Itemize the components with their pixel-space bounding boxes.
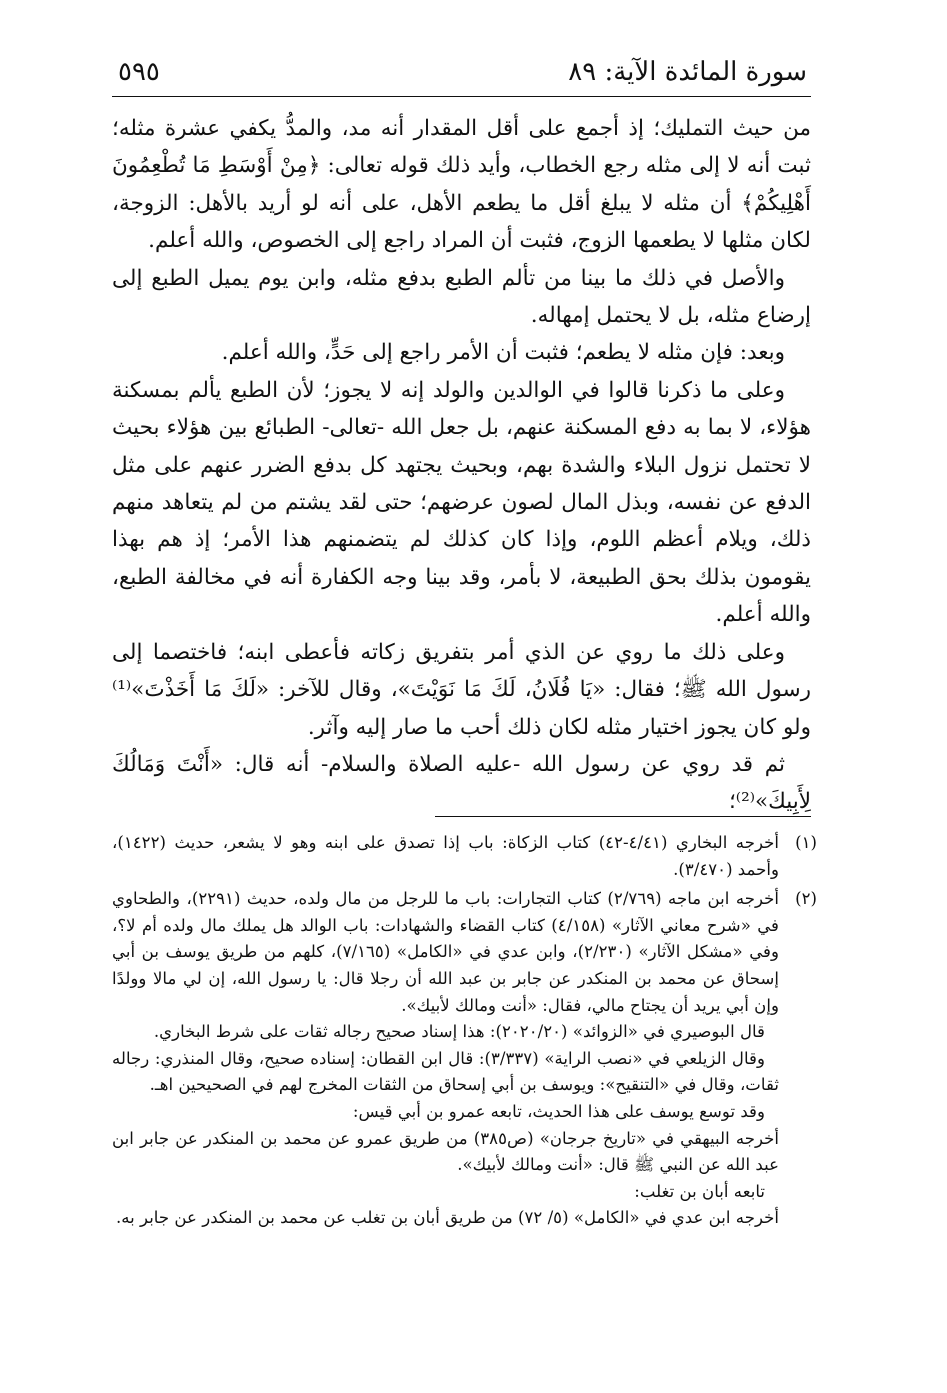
footnote-number: (١) (795, 833, 817, 852)
footnote-line: أخرجه ابن عدي في «الكامل» (٥/ ٧٢) من طريق أبان بن تغلب عن محمد بن المنكدر عن جابر به. (115, 1208, 779, 1228)
page-number: ٥٩٥ (118, 57, 160, 87)
body-paragraph: وعلى ما ذكرنا قالوا في الوالدين والولد إنه لا يجوز؛ لأن الطبع يألم بمسكنة هؤلاء، لا بما به دفع المسكنة عنهم، بل جعل الله -تعالى- الطبائع بين هؤلاء بحيث لا تحتمل نزول البلاء والشدة بهم، وبحيث يجتهد كل بدفع الضرر عنهم على مثل الدفع عن نفسه، وبذل المال لصون عرضهم؛ حتى لقد يشتم من لم يتعاهد منهم ذلك، ويلام أعظم اللوم، وإذا كان كذلك لم يتضمنهم هذا الأمر؛ إذ هم بهذا يقومون بذلك بحق الطبيعة، لا بأمر، وقد بينا وجه الكفارة أنه في مخالفة الطبع، والله أعلم. (112, 377, 811, 628)
footnote-line: قال البوصيري في «الزوائد» (٢٠٢٠/٢٠): هذا إسناد صحيح رجاله ثقات على شرط البخاري. (153, 1022, 765, 1042)
body-paragraph: وبعد: فإن مثله لا يطعم؛ فثبت أن الأمر راجع إلى حَدٍّ، والله أعلم. (221, 340, 785, 366)
footnote-line: تابعه أبان بن تغلب: (634, 1181, 765, 1201)
footnote-line: أخرجه البخاري (٤/٤١-٤٢) كتاب الزكاة: باب إذا تصدق على ابنه وهو لا يشعر، حديث (١٤٢٢)، وأحمد (٣/٤٧٠). (112, 833, 779, 879)
footnote-body (112, 886, 779, 1232)
main-text (112, 110, 811, 821)
footnote-line: أخرجه البيهقي في «تاريخ جرجان» (ص٣٨٥) من طريق عمرو عن محمد بن المنكدر عن جابر ابن عبد الله عن النبي ﷺ قال: «أنت ومالك لأبيك». (112, 1128, 780, 1175)
body-paragraph: ثم قد روي عن رسول الله -عليه الصلاة والسلام- أنه قال: «أَنْتَ وَمَالُكَ لِأَبِيكَ»⁽²⁾؛ (112, 751, 811, 815)
header-divider (112, 96, 811, 97)
body-paragraph: والأصل في ذلك ما بينا من تألم الطبع بدفع مثله، وابن يوم يميل الطبع إلى إرضاع مثله، بل لا يحتمل إمهاله. (112, 265, 811, 329)
body-paragraph: وعلى ذلك ما روي عن الذي أمر بتفريق زكاته فأعطى ابنه؛ فاختصما إلى رسول الله ﷺ؛ فقال: «يَا فُلَانُ، لَكَ مَا نَوَيْتَ»، وقال للآخر: «لَكَ مَا أَخَذْتَ»⁽¹⁾ ولو كان يجوز اختيار مثله لكان ذلك أحب ما صار إليه وآثر. (112, 639, 811, 740)
surah-title: سورة المائدة الآية: ٨٩ (568, 57, 807, 87)
footnote-2 (112, 886, 817, 1232)
footnote-body (112, 830, 779, 883)
footnote-line: أخرجه ابن ماجه (٢/٧٦٩) كتاب التجارات: باب ما للرجل من مال ولده، حديث (٢٢٩١)، والطحاوي في «شرح معاني الآثار» (٤/١٥٨) كتاب القضاء والشهادات: باب الوالد هل يملك مال ولده أم لا؟، وفي «مشكل الآثار» (٢/٢٣٠)، وابن عدي في «الكامل» (٧/١٦٥)، كلهم من طريق يوسف بن أبي إسحاق عن محمد بن المنكدر عن جابر بن عبد الله أن رجلا قال: يا رسول الله، إن لي مالا وولدًا وإن أبي يريد أن يجتاح مالي، فقال: «أنت ومالك لأبيك». (112, 889, 780, 1015)
running-header (118, 52, 807, 92)
footnote-divider (435, 816, 811, 817)
footnotes (112, 830, 817, 1232)
footnote-1 (112, 830, 817, 883)
footnote-line: وقال الزيلعي في «نصب الراية» (٣/٣٣٧): قال ابن القطان: إسناده صحيح، وقال المنذري: رجاله ثقات، وقال في «التنقيح»: ويوسف بن أبي إسحاق من الثقات المخرج لهم في الصحيحين اهـ. (112, 1048, 779, 1095)
footnote-line: وقد توسع يوسف على هذا الحديث، تابعه عمرو بن أبي قيس: (352, 1101, 765, 1121)
footnote-number: (٢) (795, 889, 817, 909)
body-paragraph: من حيث التمليك؛ إذ أجمع على أقل المقدار أنه مد، والمدُّ يكفي عشرة مثله؛ ثبت أنه لا إلى مثله رجع الخطاب، وأيد ذلك قوله تعالى: ﴿مِنْ أَوْسَطِ مَا تُطْعِمُونَ أَهْلِيكُمْ﴾ أن مثله لا يبلغ أقل ما يطعم الأهل، على أنه لو أريد بالأهل: الزوجة، لكان مثلها لا يطعمها الزوج، فثبت أن المراد راجع إلى الخصوص، والله أعلم. (112, 116, 811, 254)
